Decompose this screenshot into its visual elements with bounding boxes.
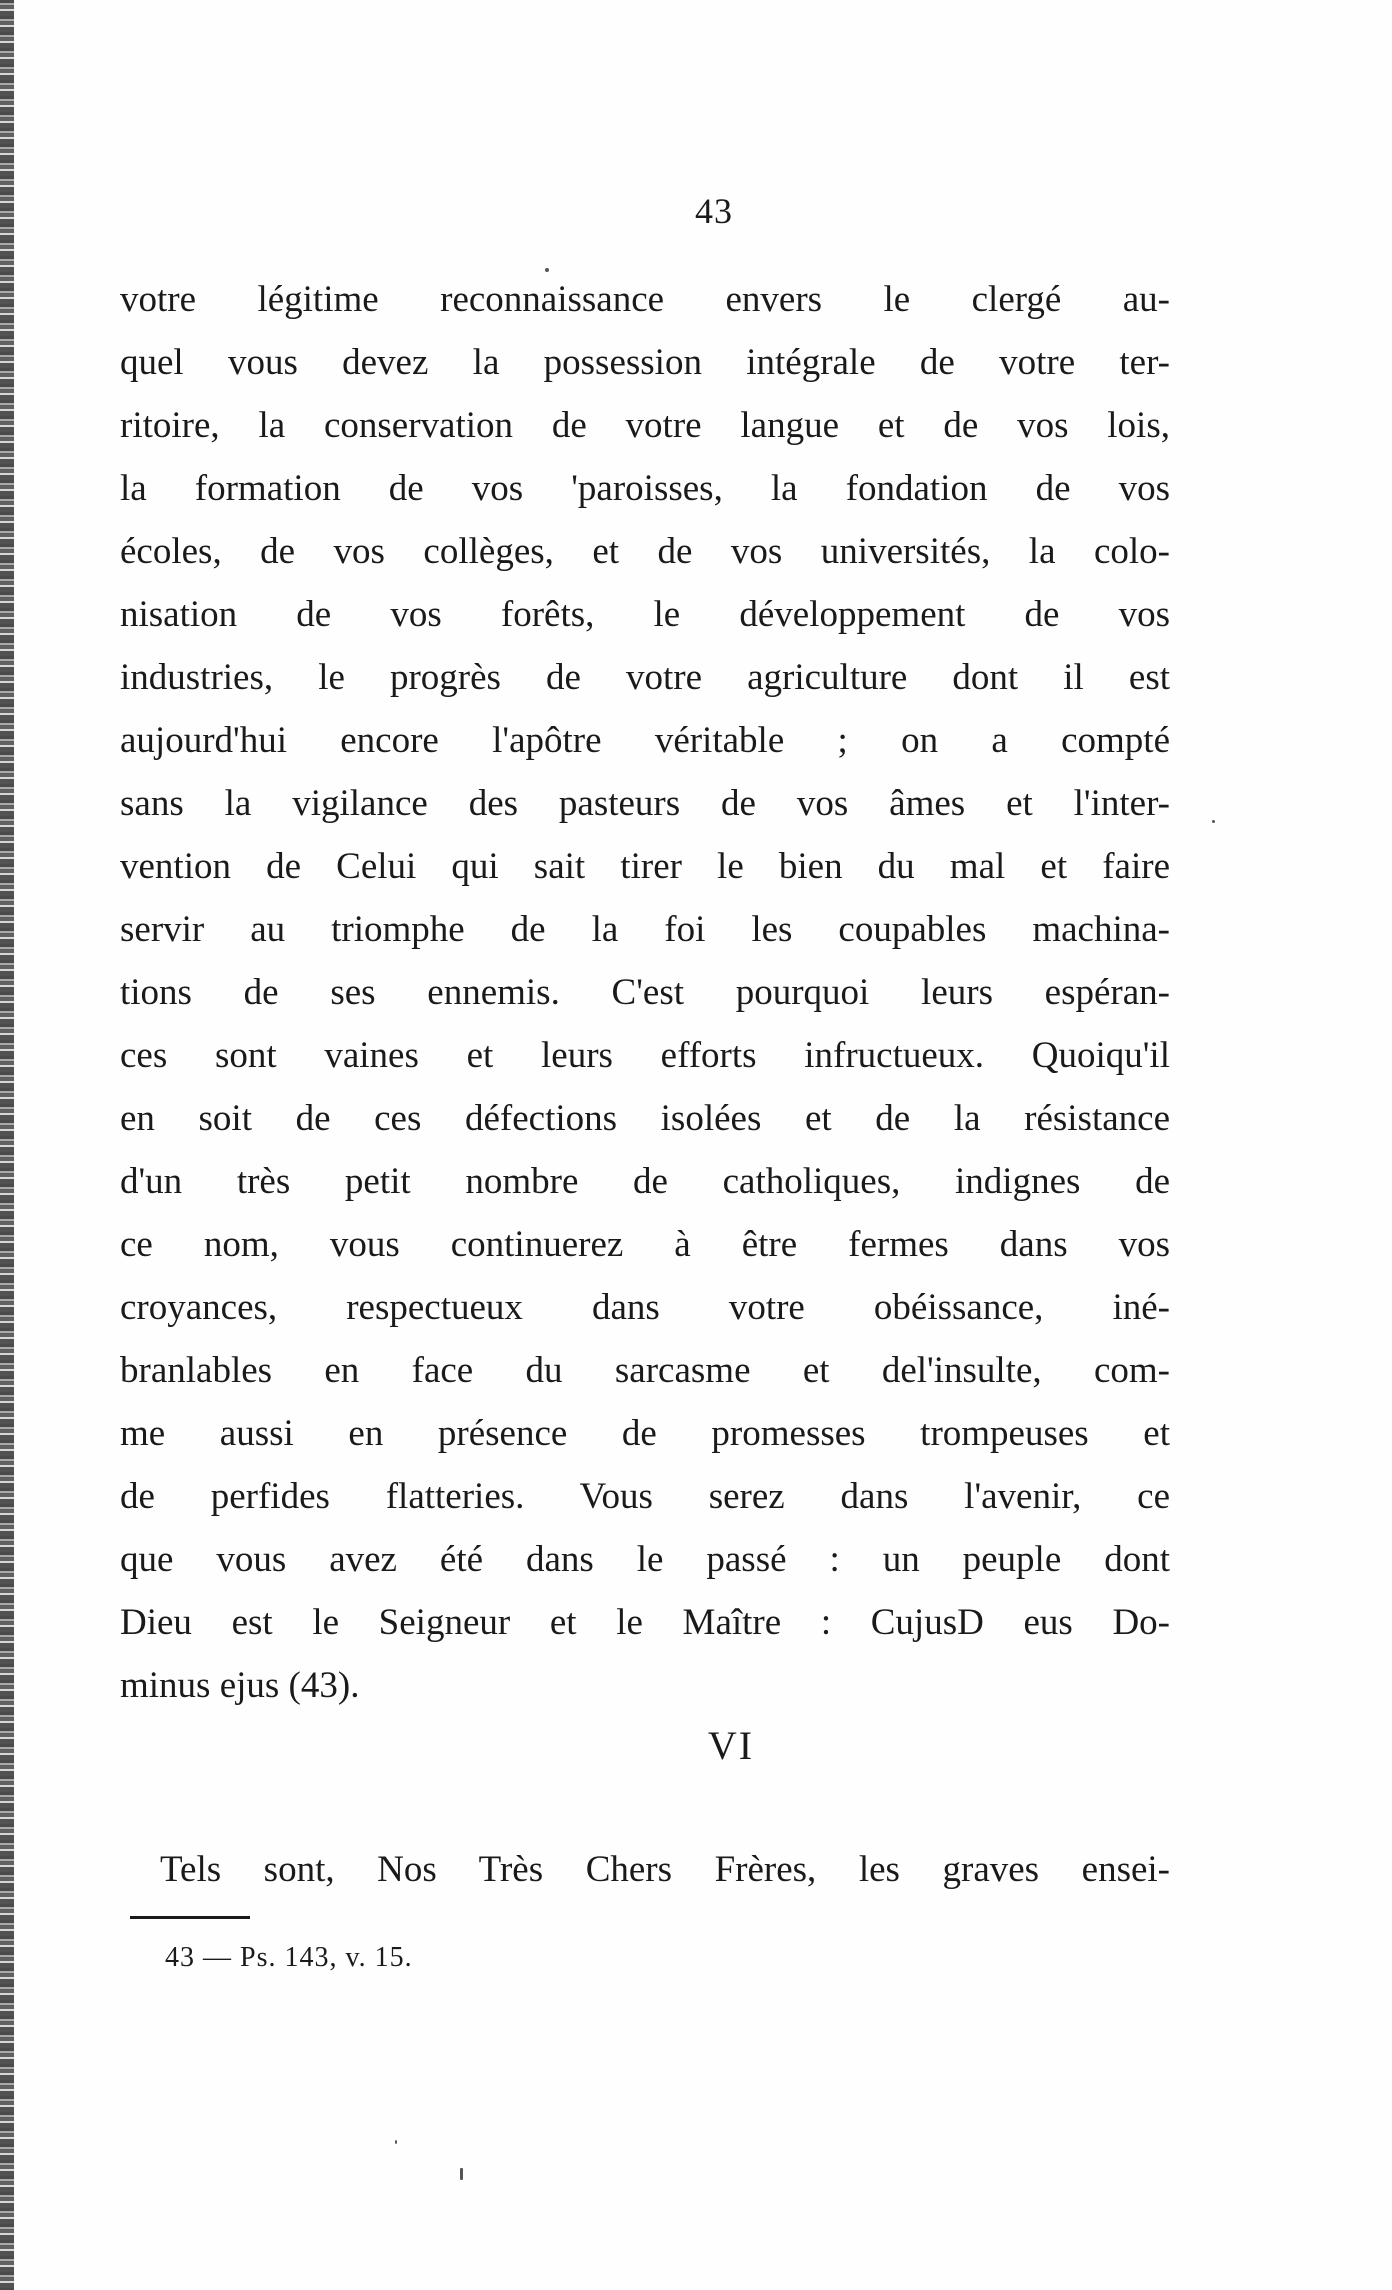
footnote-divider (130, 1916, 250, 1919)
text-line: branlables en face du sarcasme et del'insulte, com- (120, 1350, 1170, 1391)
scan-speck (395, 2140, 397, 2144)
page-edge-shadow (0, 0, 14, 2290)
text-line: la formation de vos 'paroisses, la fondation de vos (120, 468, 1170, 509)
footnote: 43 — Ps. 143, v. 15. (165, 1942, 413, 1973)
text-line: votre légitime reconnaissance envers le clergé au- (120, 279, 1170, 320)
text-line: me aussi en présence de promesses trompeuses et (120, 1413, 1170, 1454)
body-paragraph (120, 268, 1170, 1717)
closing-text-line: Tels sont, Nos Très Chers Frères, les graves ensei- (160, 1849, 1170, 1890)
text-line: d'un très petit nombre de catholiques, indignes de (120, 1161, 1170, 1202)
text-line: ritoire, la conservation de votre langue et de vos lois, (120, 405, 1170, 446)
scan-speck (460, 2168, 463, 2180)
text-line: écoles, de vos collèges, et de vos universités, la colo- (120, 531, 1170, 572)
text-line-last: minus ejus (43). (120, 1665, 360, 1706)
text-line: de perfides flatteries. Vous serez dans l'avenir, ce (120, 1476, 1170, 1517)
text-line: ce nom, vous continuerez à être fermes dans vos (120, 1224, 1170, 1265)
page-number: 43 (695, 191, 733, 231)
text-line: nisation de vos forêts, le développement de vos (120, 594, 1170, 635)
text-line: tions de ses ennemis. C'est pourquoi leurs espéran- (120, 972, 1170, 1013)
text-line: quel vous devez la possession intégrale de votre ter- (120, 342, 1170, 383)
text-line: que vous avez été dans le passé : un peuple dont (120, 1539, 1170, 1580)
section-heading: VI (707, 1723, 755, 1768)
scan-speck (1212, 820, 1215, 823)
scan-speck (545, 268, 549, 272)
text-line: ces sont vaines et leurs efforts infructueux. Quoiqu'il (120, 1035, 1170, 1076)
text-line: industries, le progrès de votre agriculture dont il est (120, 657, 1170, 698)
text-line: vention de Celui qui sait tirer le bien du mal et faire (120, 846, 1170, 887)
text-line: servir au triomphe de la foi les coupables machina- (120, 909, 1170, 950)
text-line: Dieu est le Seigneur et le Maître : CujusD eus Do- (120, 1602, 1170, 1643)
text-line: en soit de ces défections isolées et de la résistance (120, 1098, 1170, 1139)
text-line: aujourd'hui encore l'apôtre véritable ; on a compté (120, 720, 1170, 761)
text-line: croyances, respectueux dans votre obéissance, iné- (120, 1287, 1170, 1328)
text-line: sans la vigilance des pasteurs de vos âmes et l'inter- (120, 783, 1170, 824)
